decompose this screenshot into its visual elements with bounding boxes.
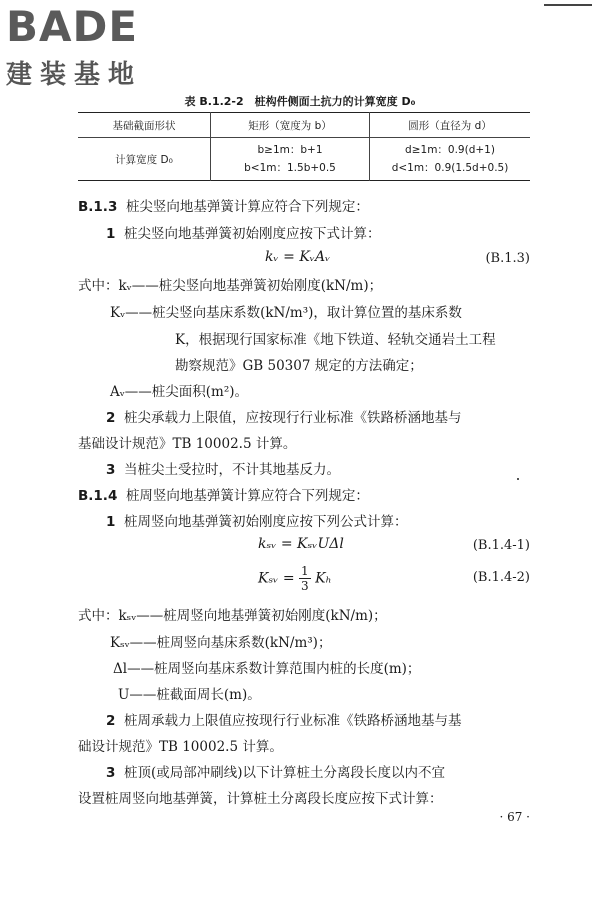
equation-b14-1: kₛᵥ = KₛᵥUΔl [258, 536, 344, 552]
b13-item-3 [106, 460, 340, 480]
where-Kv-3: 勘察规范》GB 50307 规定的方法确定； [175, 358, 423, 374]
fraction-one-third [299, 564, 311, 593]
where-kv: 式中：kᵥ——桩尖竖向地基弹簧初始刚度(kN/m)； [78, 278, 383, 294]
section-b14-heading [78, 486, 369, 506]
header-circle: 圆形（直径为 d） [370, 113, 531, 138]
item-number: 1 [106, 514, 116, 530]
b13-item-1 [106, 224, 381, 244]
header-shape: 基础截面形状 [78, 113, 211, 138]
circle-line-2: d<1m：0.9(1.5d+0.5) [391, 162, 509, 174]
rect-cell [211, 138, 370, 181]
section-title: 桩周竖向地基弹簧计算应符合下列规定： [125, 488, 369, 504]
fraction-numerator: 1 [301, 564, 309, 578]
item-text: 桩周承载力上限值应按现行行业标准《铁路桥涵地基与基 [124, 713, 462, 729]
eq2-rhs: Kₕ [315, 570, 332, 587]
item-text: 桩顶(或局部冲刷线)以下计算桩土分离段长度以内不宜 [124, 765, 446, 781]
b13-item-2-cont: 基础设计规范》TB 10002.5 计算。 [78, 436, 297, 452]
section-number: B.1.4 [78, 488, 118, 504]
fraction-denominator: 3 [301, 579, 309, 593]
section-number: B.1.3 [78, 199, 118, 215]
b14-item-3 [106, 763, 445, 783]
item-text: 桩周竖向地基弹簧初始刚度应按下列公式计算： [124, 514, 408, 530]
b14-item-2-cont: 础设计规范》TB 10002.5 计算。 [78, 739, 283, 755]
b14-item-2 [106, 711, 462, 731]
logo-tagline: 建装基地 [6, 60, 143, 90]
item-text: 当桩尖土受拉时，不计其地基反力。 [124, 462, 340, 478]
where-Ksv: Kₛᵥ——桩周竖向基床系数(kN/m³)； [110, 635, 332, 651]
circle-line-1: d≥1m：0.9(d+1) [405, 144, 495, 156]
corner-rule [544, 4, 592, 6]
where-U: U——桩截面周长(m)。 [118, 687, 261, 703]
bade-logo [6, 4, 206, 90]
where-Av: Aᵥ——桩尖面积(m²)。 [110, 384, 249, 400]
equation-number-b14-1: (B.1.4-1) [472, 538, 530, 553]
equation-number-b14-2: (B.1.4-2) [472, 570, 530, 585]
table-caption: 表 B.1.2-2 桩构件侧面土抗力的计算宽度 D₀ [184, 95, 416, 108]
table-row [78, 138, 530, 181]
section-title: 桩尖竖向地基弹簧计算应符合下列规定： [125, 199, 369, 215]
item-number: 2 [106, 713, 116, 729]
item-number: 1 [106, 226, 116, 242]
item-text: 桩尖竖向地基弹簧初始刚度应按下式计算： [124, 226, 381, 242]
item-number: 3 [106, 765, 116, 781]
item-text: 桩尖承载力上限值，应按现行行业标准《铁路桥涵地基与 [124, 410, 462, 426]
logo-wordmark: BADE [6, 2, 139, 51]
page-number: · 67 · [499, 810, 530, 824]
calc-width-table [78, 112, 530, 181]
equation-b14-2 [258, 564, 332, 593]
rect-line-2: b<1m：1.5b+0.5 [244, 162, 336, 174]
where-ksv: 式中：kₛᵥ——桩周竖向地基弹簧初始刚度(kN/m)； [78, 608, 387, 624]
row-label: 计算宽度 D₀ [78, 138, 211, 181]
eq2-lhs: Kₛᵥ = [258, 570, 295, 587]
scan-speck [517, 478, 519, 480]
item-number: 3 [106, 462, 116, 478]
header-rect: 矩形（宽度为 b） [211, 113, 370, 138]
table-header-row [78, 113, 530, 138]
b14-item-3-cont: 设置桩周竖向地基弹簧，计算桩土分离段长度应按下式计算： [78, 791, 443, 807]
where-Kv-2: K，根据现行国家标准《地下铁道、轻轨交通岩土工程 [175, 332, 496, 348]
section-b13-heading [78, 197, 369, 217]
where-Kv-1: Kᵥ——桩尖竖向基床系数(kN/m³)，取计算位置的基床系数 [110, 305, 462, 321]
circle-cell [370, 138, 531, 181]
rect-line-1: b≥1m：b+1 [257, 144, 323, 156]
b14-item-1 [106, 512, 408, 532]
equation-number-b13: (B.1.3) [485, 251, 530, 266]
equation-b13: kᵥ = KᵥAᵥ [265, 249, 331, 265]
b13-item-2 [106, 408, 462, 428]
item-number: 2 [106, 410, 116, 426]
where-dl: Δl——桩周竖向基床系数计算范围内桩的长度(m)； [113, 661, 421, 677]
